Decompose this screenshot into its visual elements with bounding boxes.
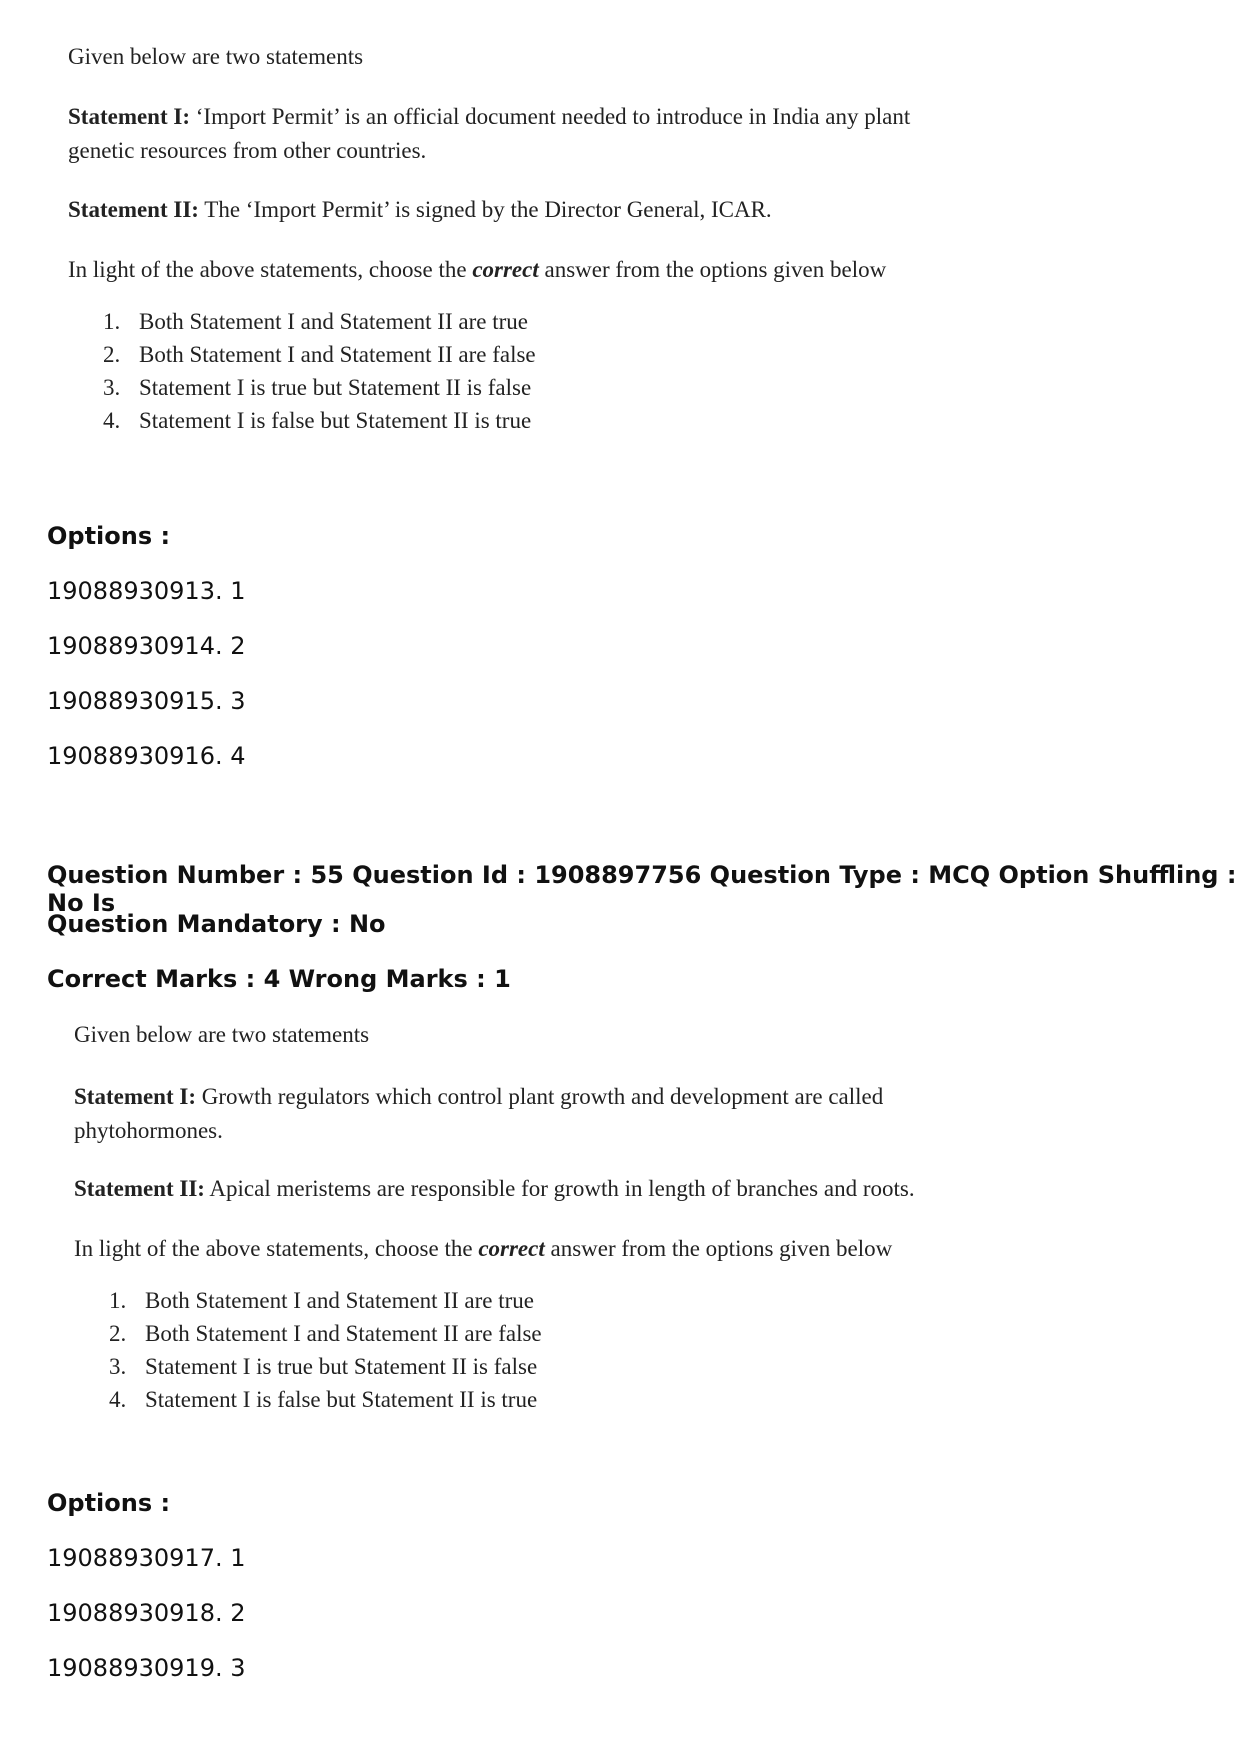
choice-text: Statement I is true but Statement II is false	[145, 1354, 538, 1379]
marks-line: Correct Marks : 4 Wrong Marks : 1	[47, 965, 511, 993]
choice-text: Both Statement I and Statement II are false	[139, 342, 536, 367]
choice-number: 1.	[109, 1288, 127, 1313]
instruction-before: In light of the above statements, choose the	[74, 1236, 479, 1261]
options-label: Options :	[47, 522, 171, 550]
choice-number: 3.	[103, 375, 121, 400]
instruction-after: answer from the options given below	[538, 257, 887, 282]
choice-number: 1.	[103, 309, 121, 334]
option-item: 19088930917. 1	[47, 1544, 246, 1572]
statement-2-text: Apical meristems are responsible for growth in length of branches and roots.	[204, 1176, 915, 1201]
choice-number: 2.	[109, 1321, 127, 1346]
instruction-text	[74, 1236, 974, 1262]
statement-1-label: Statement I:	[68, 104, 190, 129]
question-meta-line: Question Number : 55 Question Id : 1908897756 Question Type : MCQ Option Shuffling : No Is	[47, 861, 1237, 917]
statement-1-label: Statement I:	[74, 1084, 196, 1109]
choice-number: 4.	[103, 408, 121, 433]
options-label: Options :	[47, 1489, 171, 1517]
statement-1-text-line2: phytohormones.	[74, 1118, 223, 1143]
question-intro: Given below are two statements	[74, 1022, 370, 1047]
option-item: 19088930916. 4	[47, 742, 246, 770]
choice-text: Both Statement I and Statement II are false	[145, 1321, 542, 1346]
choice-text: Statement I is true but Statement II is false	[139, 375, 532, 400]
choice-number: 2.	[103, 342, 121, 367]
question-55-image	[74, 1022, 974, 1416]
choice-text: Statement I is false but Statement II is true	[145, 1387, 538, 1412]
statement-1-text-line2: genetic resources from other countries.	[68, 138, 427, 163]
statement-2	[74, 1172, 974, 1206]
choice-text: Both Statement I and Statement II are true	[145, 1288, 534, 1313]
instruction-emphasis: correct	[478, 1236, 545, 1261]
choice-number: 3.	[109, 1354, 127, 1379]
statement-2	[68, 193, 968, 227]
option-item: 19088930915. 3	[47, 687, 246, 715]
question-intro: Given below are two statements	[68, 44, 364, 69]
statement-1-text-line1: ‘Import Permit’ is an official document needed to introduce in India any plant	[190, 104, 911, 129]
statement-1-text-line1: Growth regulators which control plant growth and development are called	[196, 1084, 884, 1109]
choice-text: Both Statement I and Statement II are true	[139, 309, 528, 334]
question-54-image	[68, 44, 968, 437]
choice-number: 4.	[109, 1387, 127, 1412]
choice-list	[103, 305, 968, 437]
instruction-text	[68, 257, 968, 283]
instruction-before: In light of the above statements, choose the	[68, 257, 473, 282]
statement-2-label: Statement II:	[74, 1176, 205, 1201]
choice-item	[109, 1284, 974, 1317]
statement-2-text: The ‘Import Permit’ is signed by the Director General, ICAR.	[198, 197, 772, 222]
option-item: 19088930913. 1	[47, 577, 246, 605]
statement-1	[68, 100, 968, 168]
option-item: 19088930919. 3	[47, 1654, 246, 1682]
choice-item	[103, 404, 968, 437]
option-item: 19088930918. 2	[47, 1599, 246, 1627]
choice-item	[109, 1350, 974, 1383]
option-item: 19088930914. 2	[47, 632, 246, 660]
choice-item	[103, 338, 968, 371]
choice-text: Statement I is false but Statement II is true	[139, 408, 532, 433]
statement-1	[74, 1080, 974, 1148]
statement-2-label: Statement II:	[68, 197, 199, 222]
instruction-after: answer from the options given below	[544, 1236, 893, 1261]
choice-item	[103, 371, 968, 404]
choice-list	[109, 1284, 974, 1416]
choice-item	[109, 1317, 974, 1350]
choice-item	[109, 1383, 974, 1416]
question-meta-line: Question Mandatory : No	[47, 910, 386, 938]
choice-item	[103, 305, 968, 338]
instruction-emphasis: correct	[472, 257, 539, 282]
